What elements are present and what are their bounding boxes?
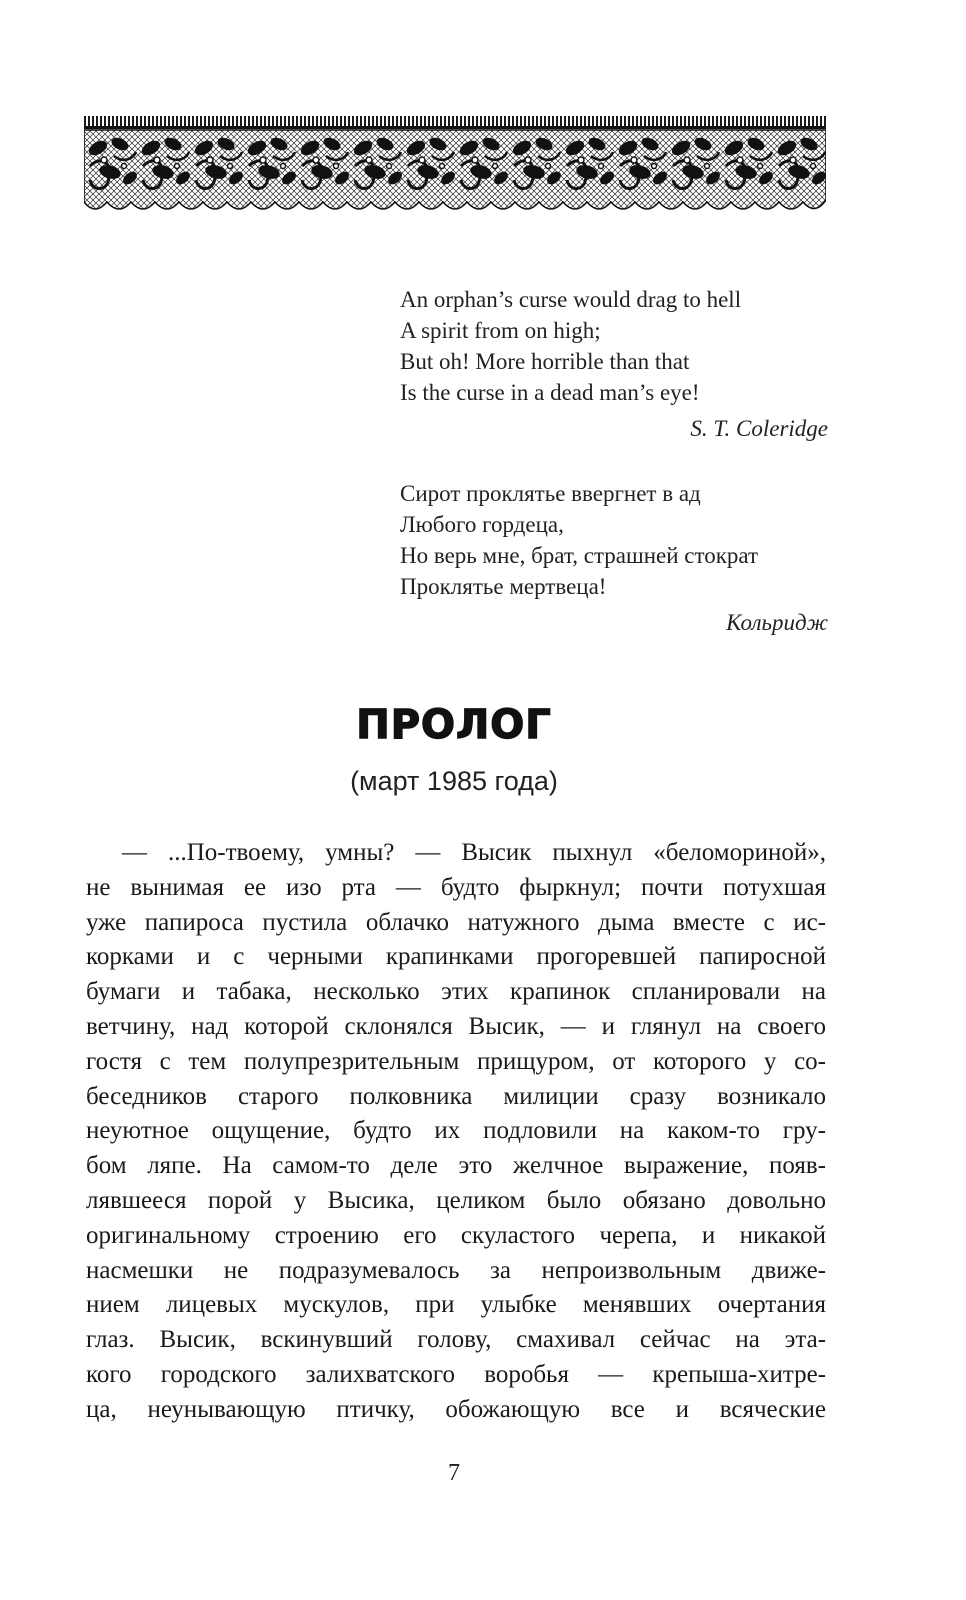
epigraph-line: Любого гордеца,	[400, 512, 564, 537]
body-line: насмешки не подразумевалось за непроизвольным движе-	[86, 1256, 826, 1284]
lace-ornament	[84, 116, 826, 220]
epigraph-author: Кольридж	[726, 610, 828, 635]
epigraph-line: An orphan’s curse would drag to hell	[400, 287, 742, 312]
body-line: лявшееся порой у Высика, целиком было обязано довольно	[86, 1186, 826, 1214]
epigraph-line: Is the curse in a dead man’s eye!	[400, 380, 700, 405]
body-line: уже папироса пустила облачко натужного дыма вместе с ис-	[86, 908, 826, 936]
chapter-date: (март 1985 года)	[350, 766, 558, 796]
body-line: кого городского залихватского воробья — крепыша-хитре-	[86, 1360, 826, 1388]
body-line: нием лицевых мускулов, при улыбке менявших очертания	[86, 1291, 826, 1319]
body-line: ца, неунывающую птичку, обожающую все и всяческие	[86, 1395, 826, 1423]
body-line: — ...По-твоему, умны? — Высик пыхнул «беломориной»,	[122, 839, 826, 866]
body-text	[86, 836, 826, 1428]
body-line: корками и с черными крапинками прогоревшей папиросной	[86, 943, 826, 971]
body-line: глаз. Высик, вскинувший голову, смахивал сейчас на эта-	[86, 1326, 826, 1354]
epigraph-english	[400, 284, 830, 444]
body-line: оригинальному строению его скуластого черепа, и никакой	[86, 1221, 826, 1249]
body-line: гостя с тем полупрезрительным прищуром, от которого у со-	[86, 1047, 826, 1075]
body-line: бумаги и табака, несколько этих крапинок спланировали на	[86, 978, 826, 1006]
epigraph-line: Проклятье мертвеца!	[400, 574, 607, 599]
epigraph-russian	[400, 478, 830, 638]
epigraph-line: Сирот проклятье ввергнет в ад	[400, 481, 701, 506]
chapter-title: ПРОЛОГ	[356, 702, 552, 748]
body-line: ветчину, над которой склонялся Высик, — и глянул на своего	[86, 1012, 826, 1040]
page-number: 7	[448, 1460, 460, 1486]
body-line: бом ляпе. На самом-то деле это желчное выражение, появ-	[86, 1152, 826, 1180]
epigraph-line: Но верь мне, брат, страшней стократ	[400, 543, 759, 568]
epigraph-line: A spirit from on high;	[400, 318, 601, 343]
body-line: неуютное ощущение, будто их подловили на каком-то гру-	[86, 1117, 826, 1145]
epigraph-author: S. T. Coleridge	[690, 416, 828, 441]
body-line: не вынимая ее изо рта — будто фыркнул; почти потухшая	[86, 873, 826, 901]
body-line: беседников старого полковника милиции сразу возникало	[86, 1082, 826, 1110]
epigraph-line: But oh! More horrible than that	[400, 349, 690, 374]
